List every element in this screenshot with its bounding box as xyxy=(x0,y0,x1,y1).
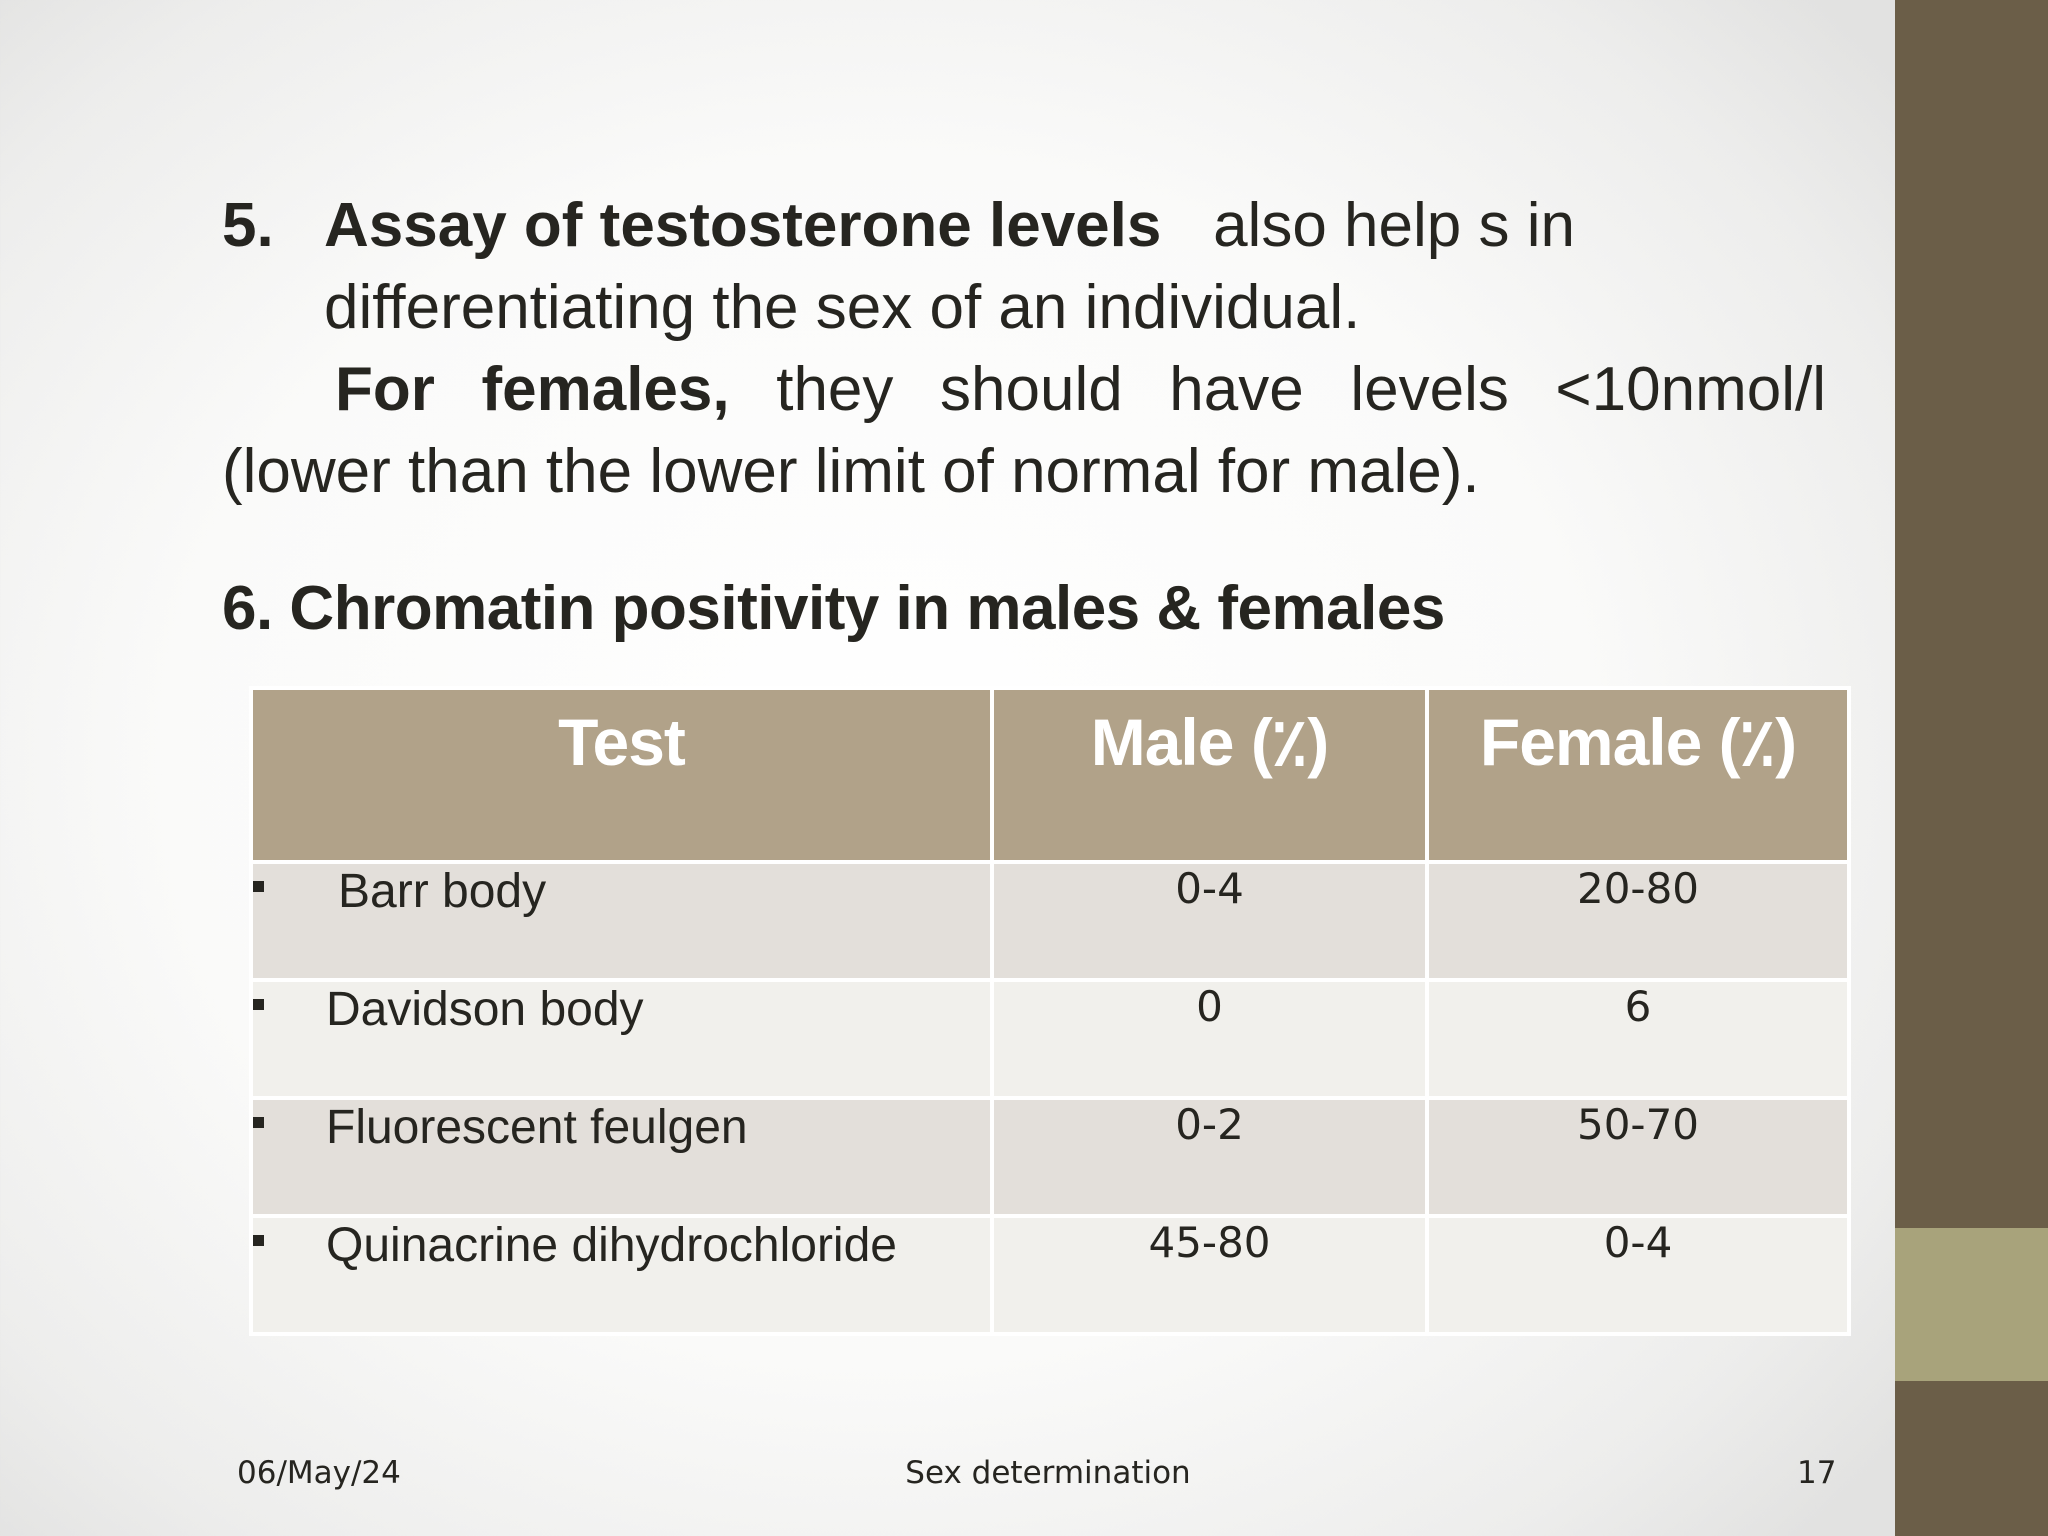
male-cell: 45-80 xyxy=(992,1216,1427,1334)
female-cell: 0-4 xyxy=(1427,1216,1849,1334)
test-cell xyxy=(251,980,992,1098)
test-name: Davidson body xyxy=(326,983,644,1036)
chromatin-table xyxy=(249,686,1851,1336)
table-header-row xyxy=(251,688,1849,862)
header-female: Female (٪) xyxy=(1427,688,1849,862)
square-bullet-icon xyxy=(253,1117,264,1128)
test-cell xyxy=(251,862,992,980)
item5-line4: (lower than the lower limit of normal for male). xyxy=(222,437,1480,506)
test-name: Quinacrine dihydrochloride xyxy=(326,1219,897,1272)
test-cell xyxy=(251,1098,992,1216)
male-cell: 0-2 xyxy=(992,1098,1427,1216)
test-name: Fluorescent feulgen xyxy=(326,1101,748,1154)
item5-line1-rest: also help s in xyxy=(1213,191,1575,260)
item5-bold-phrase: Assay of testosterone levels xyxy=(324,191,1162,260)
test-name: Barr body xyxy=(338,865,547,918)
females-bold: For females, xyxy=(335,355,730,424)
side-accent-decoration xyxy=(1895,1228,2048,1381)
item6-heading: 6. Chromatin positivity in males & females xyxy=(222,574,1445,643)
male-cell: 0-4 xyxy=(992,862,1427,980)
item5-females-paragraph xyxy=(222,349,1826,513)
footer-page-number: 17 xyxy=(1797,1455,1837,1491)
square-bullet-icon xyxy=(253,999,264,1010)
male-cell: 0 xyxy=(992,980,1427,1098)
square-bullet-icon xyxy=(253,881,264,892)
footer-title: Sex determination xyxy=(905,1455,1191,1491)
test-cell xyxy=(251,1216,992,1334)
female-cell: 6 xyxy=(1427,980,1849,1098)
female-cell: 50-70 xyxy=(1427,1098,1849,1216)
female-cell: 20-80 xyxy=(1427,862,1849,980)
header-male: Male (٪) xyxy=(992,688,1427,862)
footer-date: 06/May/24 xyxy=(237,1455,401,1491)
item5-paragraph xyxy=(222,185,1826,349)
square-bullet-icon xyxy=(253,1235,264,1246)
item5-number: 5. xyxy=(222,191,274,260)
females-rest: they should have levels <10nmol/l xyxy=(776,355,1826,424)
table-row xyxy=(251,980,1849,1098)
header-test: Test xyxy=(251,688,992,862)
table-row xyxy=(251,862,1849,980)
item5-line2: differentiating the sex of an individual. xyxy=(324,273,1361,342)
table-row xyxy=(251,1216,1849,1334)
table-row xyxy=(251,1098,1849,1216)
